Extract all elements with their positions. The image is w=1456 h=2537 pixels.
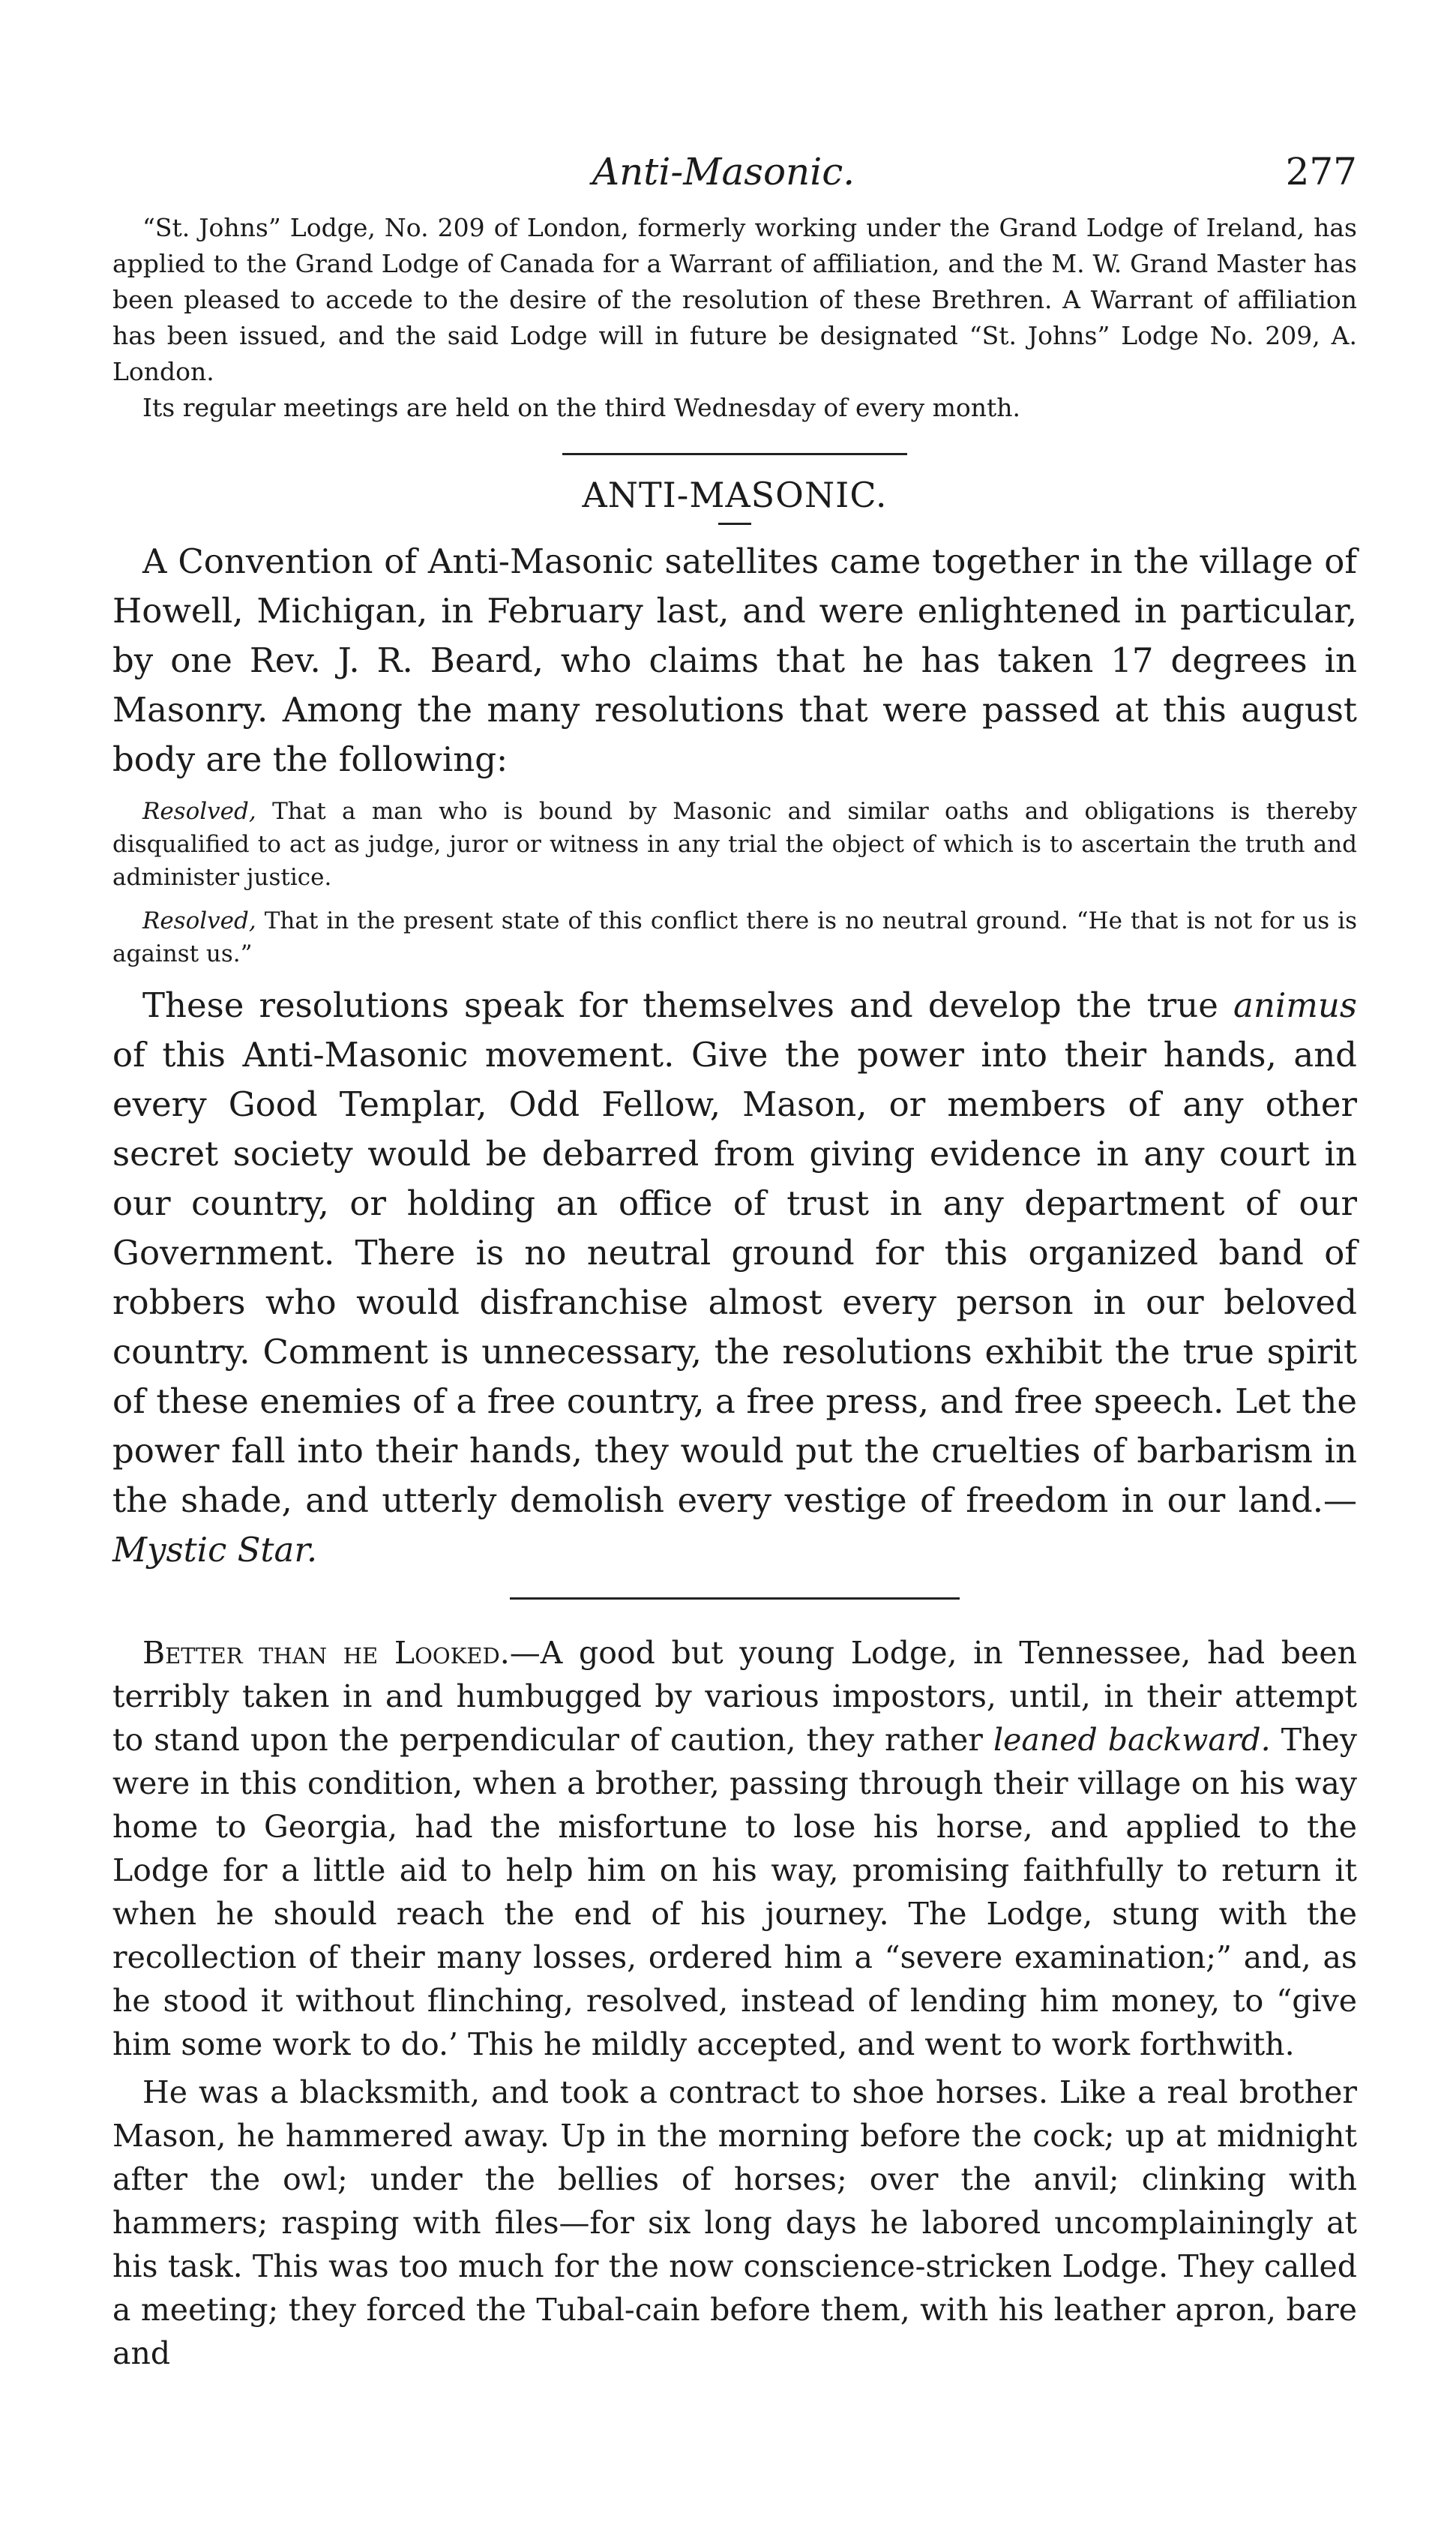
- story-text: They were in this condition, when a brother, passing through their village on his way home to Georgia, had the misfortune to lose his horse, and applied to the Lodge for a little aid to help him on his way, promising faithfully to return it when he should reach the end of his journey. The Lodge, stung with the recollection of their many losses, ordered him a “severe examination;” and, as he stood it without flinching, resolved, instead of lending him money, to “give him some work to do.’ This he mildly accepted, and went to work forthwith.: [112, 1722, 1357, 2062]
- body-italic: animus: [1233, 985, 1357, 1025]
- notice-meetings: Its regular meetings are held on the third Wednesday of every month.: [142, 393, 1021, 422]
- running-title: Anti-Masonic.: [592, 150, 855, 193]
- body-text: of this Anti-Masonic movement. Give the power into their hands, and every Good Templar, Odd Fellow, Mason, or members of any other secret society would be debarred from giving evidence in any court in our country, or holding an office of trust in any department of our Government. There is no neutral ground for this organized band of robbers who would disfranchise almost every person in our beloved country. Comment is unnecessary, the resolutions exhibit the true spirit of these enemies of a free country, a free press, and free speech. Let the power fall into their hands, they would put the cruelties of barbarism in the shade, and utterly demolish every vestige of freedom in our land.—: [112, 1035, 1357, 1520]
- heading-dash: [718, 523, 751, 525]
- story-paragraph-2: He was a blacksmith, and took a contract to shoe horses. Like a real brother Mason, he hammered away. Up in the morning before the cock; up at midnight after the owl; under the bellies of horses; over the anvil; clinking with hammers; rasping with files—for six long days he labored uncomplainingly at his task. This was too much for the now conscience-stricken Lodge. They called a meeting; they forced the Tubal-cain before them, with his leather apron, bare and: [112, 2074, 1357, 2371]
- story-text: —A good but young Lodge, in Tennessee, had been terribly taken in and humbugged by various impostors, until, in their attempt to stand upon the perpendicular of caution, they rather: [112, 1635, 1357, 1758]
- article-source: Mystic Star.: [112, 1530, 318, 1570]
- page: [112, 150, 1357, 2375]
- resolution-text: That a man who is bound by Masonic and similar oaths and obligations is thereby disqualified to act as judge, juror or witness in any trial the object of which is to ascertain the truth and administer justice.: [112, 798, 1357, 891]
- resolution-2: [112, 904, 1357, 970]
- page-number: 277: [1285, 150, 1357, 193]
- story-heading: Better than he Looked.: [142, 1635, 510, 1671]
- resolution-1: [112, 795, 1357, 894]
- article-heading: ANTI-MASONIC.: [582, 475, 888, 515]
- section-rule: [562, 453, 907, 455]
- resolution-label: Resolved,: [142, 907, 256, 934]
- resolution-text: That in the present state of this conflict there is no neutral ground. “He that is not for us is against us.”: [112, 907, 1357, 967]
- article-body: [112, 981, 1357, 1575]
- running-head: [112, 150, 1357, 210]
- story-italic: leaned backward.: [993, 1722, 1271, 1758]
- resolution-label: Resolved,: [142, 798, 256, 825]
- body-text: These resolutions speak for themselves and develop the true: [142, 985, 1234, 1025]
- article-intro: A Convention of Anti-Masonic satellites came together in the village of Howell, Michigan, in February last, and were enlightened in particular, by one Rev. J. R. Beard, who claims that he has taken 17 degrees in Masonry. Among the many resolutions that were passed at this august body are the following:: [112, 541, 1357, 779]
- notice-paragraph: “St. Johns” Lodge, No. 209 of London, formerly working under the Grand Lodge of Ireland, has applied to the Grand Lodge of Canada for a Warrant of affiliation, and the M. W. Grand Master has been pleased to accede to the desire of the resolution of these Brethren. A Warrant of affiliation has been issued, and the said Lodge will in future be designated “St. Johns” Lodge No. 209, A. London.: [112, 213, 1357, 386]
- story-paragraph-1: [112, 1631, 1357, 2066]
- section-rule: [510, 1597, 960, 1600]
